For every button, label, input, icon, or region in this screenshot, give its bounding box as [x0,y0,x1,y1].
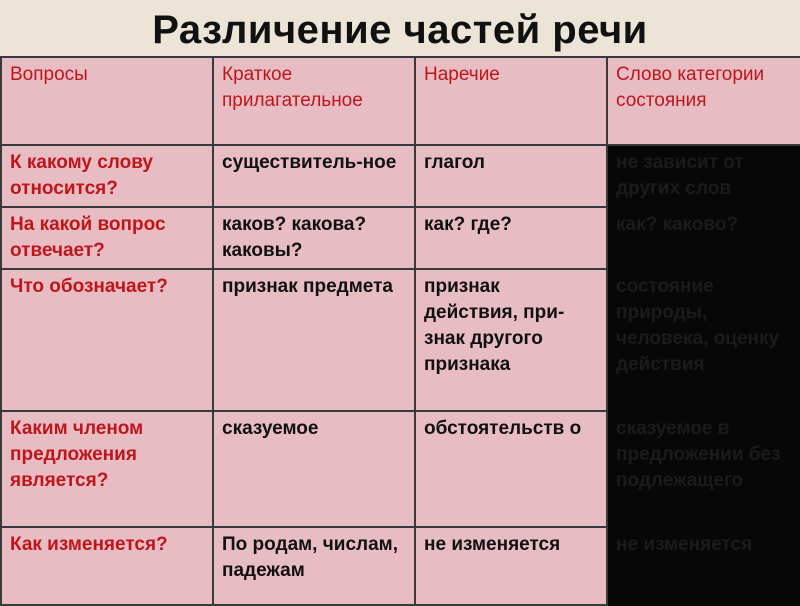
row-question: Что обозначает? [1,269,213,411]
cell-state: как? каково? [607,207,800,269]
cell-state: не изменяется [607,527,800,605]
cell-adjective: признак предмета [213,269,415,411]
cell-adjective: существитель-ное [213,145,415,207]
table-row [1,269,800,411]
cell-adverb: глагол [415,145,607,207]
cell-adverb: не изменяется [415,527,607,605]
row-question: Каким членом предложения является? [1,411,213,527]
table-row [1,207,800,269]
table-header-row [1,57,800,145]
table-row [1,411,800,527]
parts-of-speech-table [0,56,800,606]
cell-state: не зависит от других слов [607,145,800,207]
header-questions: Вопросы [1,57,213,145]
row-question: На какой вопрос отвечает? [1,207,213,269]
cell-adjective: сказуемое [213,411,415,527]
table-row [1,145,800,207]
cell-adjective: По родам, числам, падежам [213,527,415,605]
row-question: Как изменяется? [1,527,213,605]
slide-title: Различение частей речи [152,8,648,52]
header-short-adjective: Краткое прилагательное [213,57,415,145]
header-state-category: Слово категории состояния [607,57,800,145]
cell-state: состояние природы, человека, оценку действия [607,269,800,411]
table-row [1,527,800,605]
cell-adverb: как? где? [415,207,607,269]
cell-adverb: обстоятельств о [415,411,607,527]
cell-adjective: каков? какова? каковы? [213,207,415,269]
row-question: К какому слову относится? [1,145,213,207]
cell-adverb: признак действия, при-знак другого признака [415,269,607,411]
cell-state: сказуемое в предложении без подлежащего [607,411,800,527]
header-adverb: Наречие [415,57,607,145]
